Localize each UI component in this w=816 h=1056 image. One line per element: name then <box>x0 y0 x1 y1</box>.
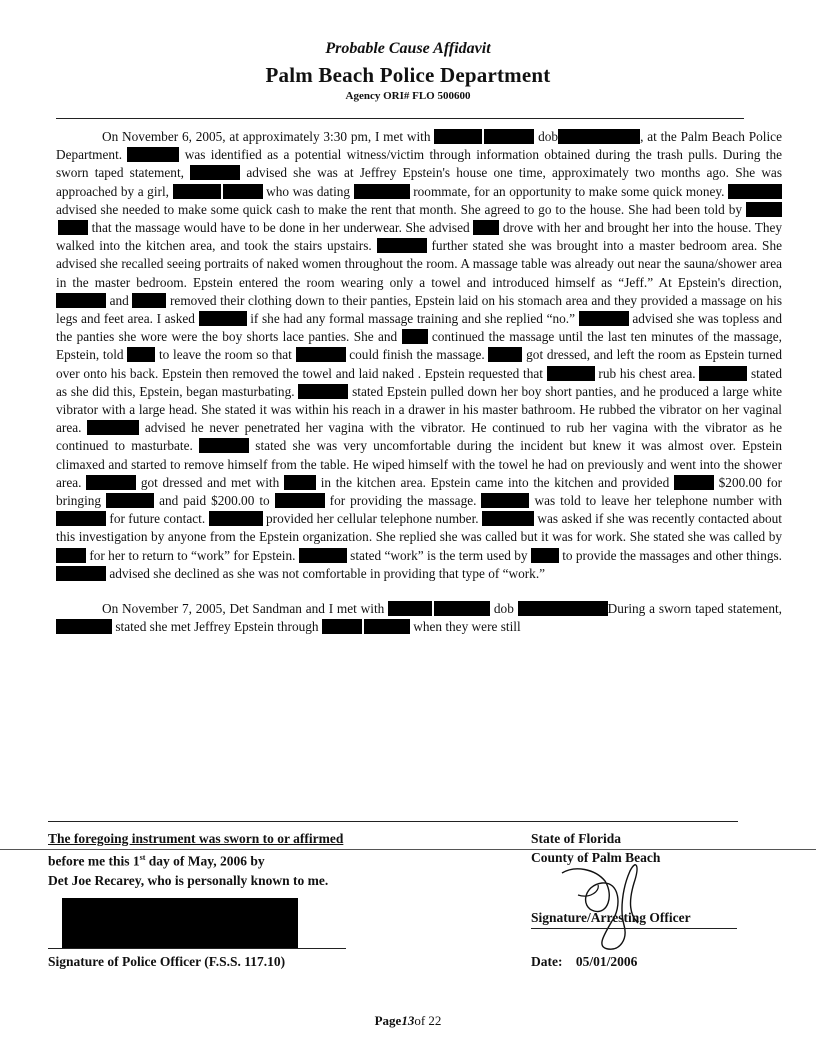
redaction <box>199 311 247 326</box>
redaction <box>322 619 362 634</box>
redaction <box>173 184 221 199</box>
department-name: Palm Beach Police Department <box>265 63 551 87</box>
redaction <box>484 129 534 144</box>
redaction <box>364 619 410 634</box>
redaction <box>481 493 529 508</box>
redaction <box>132 293 166 308</box>
redaction <box>275 493 325 508</box>
officer-signature-redaction <box>62 898 298 948</box>
redaction <box>87 420 139 435</box>
redaction <box>86 475 136 490</box>
redaction <box>56 566 106 581</box>
affidavit-title: Probable Cause Affidavit <box>325 40 491 57</box>
redaction <box>127 147 179 162</box>
header-rule <box>56 118 744 119</box>
redaction <box>354 184 410 199</box>
date-label: Date: <box>531 954 563 969</box>
redaction <box>674 475 714 490</box>
redaction <box>298 384 348 399</box>
redaction <box>434 601 490 616</box>
redaction <box>558 129 640 144</box>
arresting-officer-signature <box>550 855 670 955</box>
redaction <box>299 548 347 563</box>
redaction <box>434 129 482 144</box>
redaction <box>190 165 240 180</box>
agency-ori: Agency ORI# FLO 500600 <box>345 90 471 102</box>
redaction <box>296 347 346 362</box>
page-number: Page13of 22 <box>374 1013 442 1028</box>
redaction <box>284 475 316 490</box>
redaction <box>106 493 154 508</box>
redaction <box>547 366 595 381</box>
date-value: 05/01/2006 <box>575 954 638 969</box>
redaction <box>56 619 112 634</box>
county-label: County of Palm Beach <box>531 850 661 865</box>
arresting-officer-label: Signature/Arresting Officer <box>531 910 691 925</box>
redaction <box>58 220 88 235</box>
sworn-statement: The foregoing instrument was sworn to or affirmed before me this 1st day of May, 2006 by Det Joe Recarey, who is personally known to me. <box>48 831 344 888</box>
officer-signature-line <box>48 948 346 949</box>
arresting-signature-line <box>531 928 737 929</box>
redaction <box>746 202 782 217</box>
redaction <box>728 184 782 199</box>
redaction <box>56 548 86 563</box>
redaction <box>127 347 155 362</box>
affidavit-body <box>56 128 782 636</box>
redaction <box>518 601 608 616</box>
redaction <box>699 366 747 381</box>
redaction <box>488 347 522 362</box>
signature-date <box>531 952 637 971</box>
redaction <box>579 311 629 326</box>
redaction <box>199 438 249 453</box>
redaction <box>531 548 559 563</box>
redaction <box>223 184 263 199</box>
redaction <box>56 293 106 308</box>
redaction <box>377 238 427 253</box>
officer-signature-label: Signature of Police Officer (F.S.S. 117.10) <box>48 954 286 969</box>
redaction <box>209 511 263 526</box>
redaction <box>56 511 106 526</box>
paragraph-2: On November 7, 2005, Det Sandman and I met with dob During a sworn taped statement, stated she met Jeffrey Epstein through when they were still <box>56 600 782 636</box>
redaction <box>482 511 534 526</box>
redaction <box>402 329 428 344</box>
body-end-rule <box>48 821 738 822</box>
redaction <box>473 220 499 235</box>
paragraph-1: On November 6, 2005, at approximately 3:30 pm, I met with dob , at the Palm Beach Police Department. was identified as a potential witness/victim through information obtained during the trash pulls. During the sworn taped statement, advised she was at Jeffrey Epstein's house one time, approximately two months ago. She was approached by a girl, who was dating roommate, for an opportunity to make some quick money. advised she needed to make some quick cash to make the rent that month. She agreed to go to the house. She had been told by that the massage would have to be done in her underwear. She advised drove with her and brought her into the house. They walked into the kitchen area, and took the stairs upstairs. further stated she was brought into a master bedroom area. She advised she recalled seeing portraits of naked women throughout the room. A massage table was already out near the sauna/shower area in the master bedroom. Epstein entered the room wearing only a towel and introduced himself as “Jeff.” At Epstein's direction, and removed their clothing down to their panties, Epstein laid on his stomach area and they provided a massage on his legs and feet area. I asked if she had any formal massage training and she replied “no.” advised she was topless and the panties she wore were the boy shorts lace panties. She and continued the massage until the last ten minutes of the massage, Epstein, told to leave the room so that could finish the massage. got dressed, and left the room as Epstein turned over onto his back. Epstein then removed the towel and laid naked . Epstein requested that rub his chest area. stated as she did this, Epstein, began masturbating. stated Epstein pulled down her boy short panties, and he produced a large white vibrator with a large head. She stated it was within his reach in a drawer in his master bathroom. He rubbed the vibrator on her vaginal area. advised he never penetrated her vagina with the vibrator. He continued to rub her vagina with the vibrator as he continued to masturbate. stated she was very uncomfortable during the incident but knew it was almost over. Epstein climaxed and started to remove himself from the table. He wiped himself with the towel he had on previously and went into the shower area. got dressed and met with in the kitchen area. Epstein came into the kitchen and provided $200.00 for bringing and paid $200.00 to for providing the massage. was told to leave her telephone number with for future contact. provided her cellular telephone number. was asked if she was recently contacted about this investigation by anyone from the Epstein organization. She replied she was called but it was for work. She stated she was called by for her to return to “work” for Epstein. stated “work” is the term used by to provide the massages and other things. advised she declined as she was not comfortable in providing that type of “work.” <box>56 129 783 581</box>
state-label: State of Florida <box>531 831 621 846</box>
redaction <box>388 601 432 616</box>
